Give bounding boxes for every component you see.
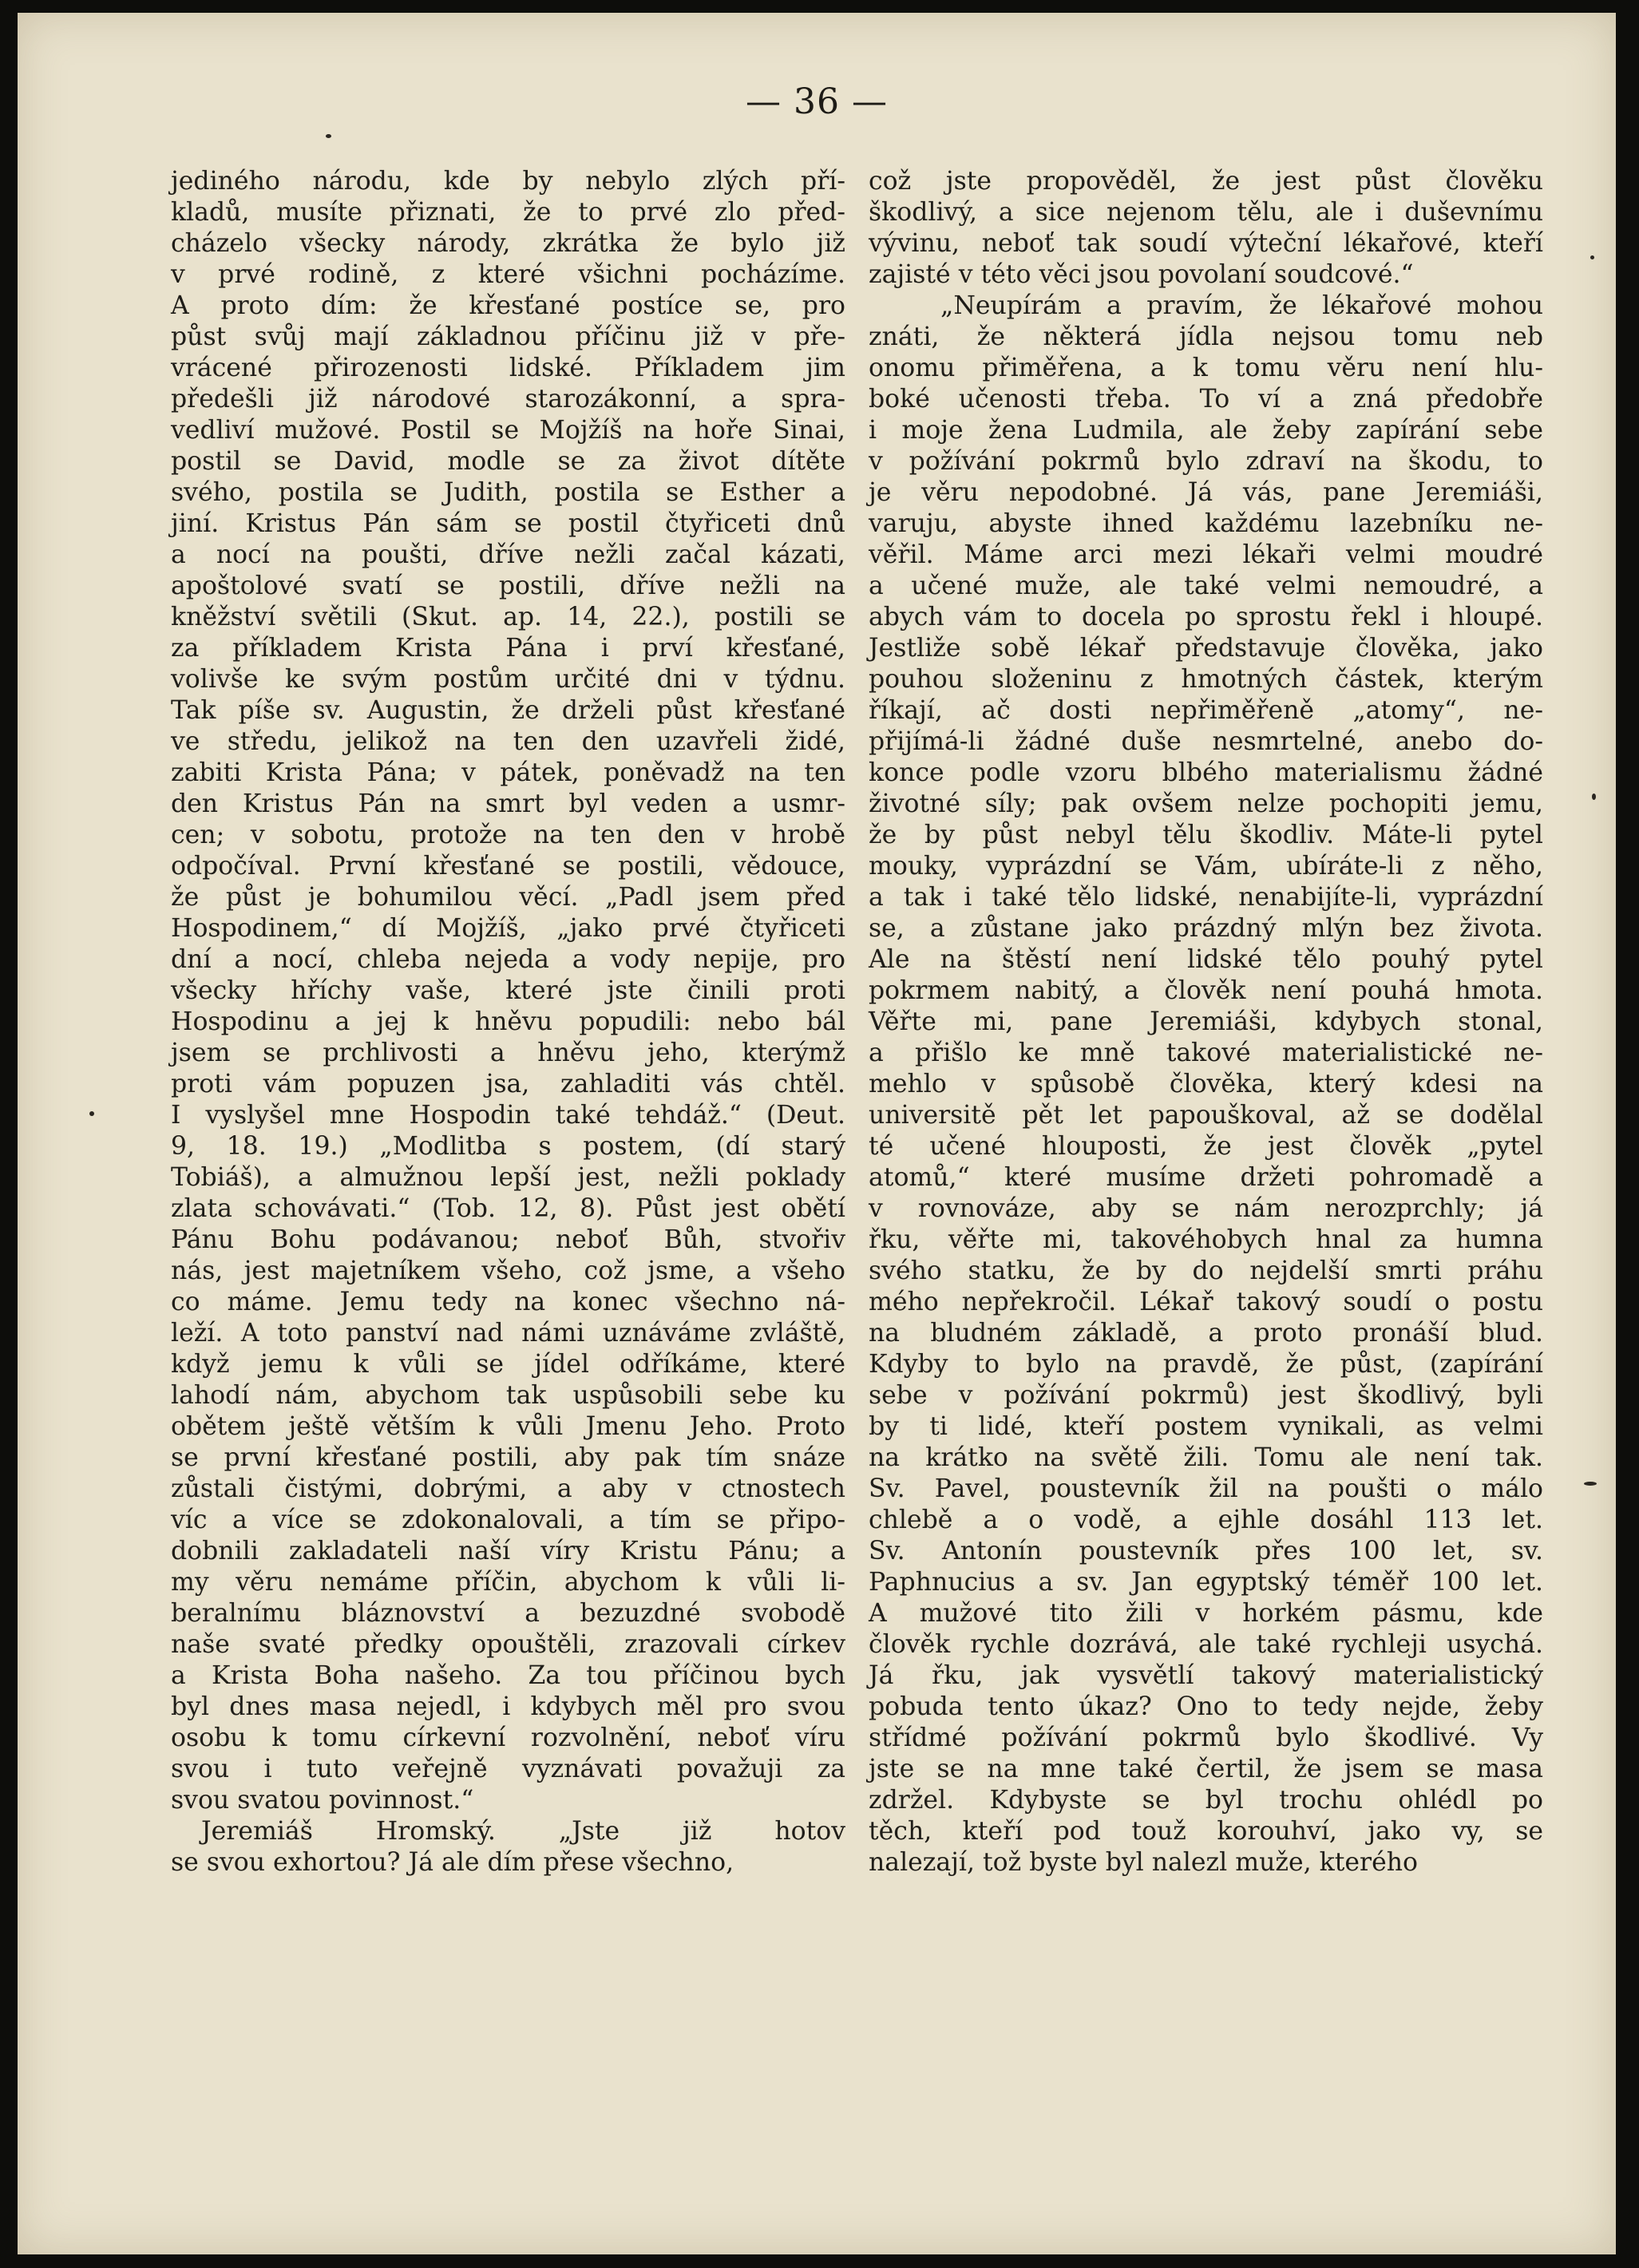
text-line: chlebě a o vodě, a ejhle dosáhl 113 let. — [869, 1506, 1543, 1534]
text-line: dní a nocí, chleba nejeda a vody nepije, pro — [171, 945, 845, 974]
text-line: lahodí nám, abychom tak uspůsobili sebe ku — [171, 1381, 845, 1410]
text-line: svou i tuto veřejně vyznávati považuji za — [171, 1755, 845, 1783]
text-line: konce podle vzoru blbého materialismu žádné — [869, 758, 1543, 787]
text-line: cházelo všecky národy, zkrátka že bylo již — [171, 229, 845, 258]
text-line: se, a zůstane jako prázdný mlýn bez života. — [869, 914, 1543, 943]
text-line: se svou exhortou? Já ale dím přese všechno, — [171, 1848, 734, 1877]
text-line: zdržel. Kdybyste se byl trochu ohlédl po — [869, 1786, 1543, 1815]
text-line: 9, 18. 19.) „Modlitba s postem, (dí starý — [171, 1132, 845, 1161]
text-line: obětem ještě větším k vůli Jmenu Jeho. Proto — [171, 1412, 845, 1441]
text-line: proti vám popuzen jsa, zahladiti vás chtěl. — [171, 1070, 845, 1098]
text-line: přijímá-li žádné duše nesmrtelné, anebo do- — [869, 727, 1543, 756]
text-line: abych vám to docela po sprostu řekl i hloupé. — [869, 603, 1543, 631]
text-line: kněžství světili (Skut. ap. 14, 22.), postili se — [171, 603, 845, 631]
text-line: těch, kteří pod touž korouhví, jako vy, se — [869, 1817, 1543, 1846]
print-speck — [1584, 1482, 1597, 1486]
text-line: je věru nepodobné. Já vás, pane Jeremiáši, — [869, 478, 1543, 507]
text-line: pouhou složeninu z hmotných částek, kterým — [869, 665, 1543, 694]
text-line: půst svůj mají základnou příčinu již v pře- — [171, 323, 845, 351]
text-line: ve středu, jelikož na ten den uzavřeli židé, — [171, 727, 845, 756]
text-line: varuju, abyste ihned každému lazebníku ne- — [869, 509, 1543, 538]
text-line: a nocí na poušti, dříve nežli začal kázati, — [171, 540, 845, 569]
text-line: pokrmem nabitý, a člověk není pouhá hmota. — [869, 976, 1543, 1005]
text-line: Hospodinem,“ dí Mojžíš, „jako prvé čtyřiceti — [171, 914, 845, 943]
text-line: že by půst nebyl tělu škodliv. Máte-li pytel — [869, 821, 1543, 849]
text-line: v prvé rodině, z které všichni pocházíme. — [171, 260, 845, 289]
text-line: když jemu k vůli se jídel odříkáme, které — [171, 1350, 845, 1379]
text-line: řku, věřte mi, takovéhobych hnal za humna — [869, 1225, 1543, 1254]
text-line: za příkladem Krista Pána i prví křesťané, — [171, 634, 845, 663]
text-line: „Neupírám a pravím, že lékařové mohou — [940, 291, 1543, 320]
text-line: nás, jest majetníkem všeho, což jsme, a všeho — [171, 1257, 845, 1285]
text-line: Hospodinu a jej k hněvu popudili: nebo bál — [171, 1007, 845, 1036]
text-line: byl dnes masa nejedl, i kdybych měl pro svou — [171, 1692, 845, 1721]
text-line: svého statku, že by do nejdelší smrti práhu — [869, 1257, 1543, 1285]
text-line: té učené hlouposti, že jest člověk „pytel — [869, 1132, 1543, 1161]
text-line: odpočíval. První křesťané se postili, vědouce, — [171, 852, 845, 881]
text-line: mého nepřekročil. Lékař takový soudí o postu — [869, 1288, 1543, 1316]
text-line: osobu k tomu církevní rozvolnění, neboť víru — [171, 1724, 845, 1752]
text-line: zajisté v této věci jsou povolaní soudcové.“ — [869, 260, 1414, 289]
print-speck — [1592, 794, 1596, 800]
text-line: na krátko na světě žili. Tomu ale není tak. — [869, 1443, 1543, 1472]
text-line: by ti lidé, kteří postem vynikali, as velmi — [869, 1412, 1543, 1441]
text-line: zabiti Krista Pána; v pátek, poněvadž na ten — [171, 758, 845, 787]
text-line: člověk rychle dozrává, ale také rychleji usychá. — [869, 1630, 1543, 1659]
text-line: Já řku, jak vysvětlí takový materialistický — [869, 1661, 1543, 1690]
text-line: střídmé požívání pokrmů bylo škodlivé. Vy — [869, 1724, 1543, 1752]
print-speck — [1590, 255, 1594, 259]
text-line: Paphnucius a sv. Jan egyptský téměř 100 let. — [869, 1568, 1543, 1597]
text-line: a Krista Boha našeho. Za tou příčinou bych — [171, 1661, 845, 1690]
right-text-column — [869, 166, 1543, 1878]
text-line: volivše ke svým postům určité dni v týdnu. — [171, 665, 845, 694]
text-line: leží. A toto panství nad námi uznáváme zvláště, — [171, 1319, 845, 1348]
print-speck — [326, 134, 331, 138]
text-line: Tak píše sv. Augustin, že drželi půst křesťané — [171, 696, 845, 725]
text-line: vedliví mužové. Postil se Mojžíš na hoře Sinai, — [171, 416, 845, 445]
text-line: v rovnováze, aby se nám nerozprchly; já — [869, 1194, 1543, 1223]
text-line: že půst je bohumilou věcí. „Padl jsem před — [171, 883, 845, 912]
text-line: věřil. Máme arci mezi lékaři velmi moudré — [869, 540, 1543, 569]
text-line: my věru nemáme příčin, abychom k vůli li- — [171, 1568, 845, 1597]
text-line: svou svatou povinnost.“ — [171, 1786, 474, 1815]
text-line: jiní. Kristus Pán sám se postil čtyřiceti dnů — [171, 509, 845, 538]
text-line: Ale na štěstí není lidské tělo pouhý pytel — [869, 945, 1543, 974]
text-line: Kdyby to bylo na pravdě, že půst, (zapírání — [869, 1350, 1543, 1379]
text-line: v požívání pokrmů bylo zdraví na škodu, to — [869, 447, 1543, 476]
text-line: universitě pět let papouškoval, až se dodělal — [869, 1101, 1543, 1130]
text-line: Jeremiáš Hromský. „Jste již hotov — [201, 1817, 845, 1846]
text-line: což jste propověděl, že jest půst člověku — [869, 167, 1543, 196]
text-line: jediného národu, kde by nebylo zlých pří- — [171, 167, 845, 196]
text-line: vývinu, neboť tak soudí výteční lékařové, kteří — [869, 229, 1543, 258]
text-line: onomu přiměřena, a k tomu věru není hlu- — [869, 354, 1543, 382]
text-line: škodlivý, a sice nejenom tělu, ale i duševnímu — [869, 198, 1543, 227]
text-line: zůstali čistými, dobrými, a aby v ctnostech — [171, 1474, 845, 1503]
text-line: na bludném základě, a proto pronáší blud. — [869, 1319, 1543, 1348]
text-line: kladů, musíte přiznati, že to prvé zlo před- — [171, 198, 845, 227]
print-speck — [89, 1111, 94, 1116]
book-page — [18, 13, 1616, 2254]
text-line: pobuda tento úkaz? Ono to tedy nejde, žeby — [869, 1692, 1543, 1721]
text-line: Jestliže sobě lékař představuje člověka, jako — [869, 634, 1543, 663]
text-line: a tak i také tělo lidské, nenabijíte-li, vyprázdní — [869, 883, 1543, 912]
left-text-column — [171, 166, 845, 1878]
text-line: a učené muže, ale také velmi nemoudré, a — [869, 572, 1543, 600]
text-line: dobnili zakladateli naší víry Kristu Pánu; a — [171, 1537, 845, 1565]
text-line: se první křesťané postili, aby pak tím snáze — [171, 1443, 845, 1472]
text-line: co máme. Jemu tedy na konec všechno ná- — [171, 1288, 845, 1316]
text-line: jste se na mne také čertil, že jsem se masa — [869, 1755, 1543, 1783]
text-line: beralnímu bláznovství a bezuzdné svobodě — [171, 1599, 845, 1628]
text-line: všecky hříchy vaše, které jste činili proti — [171, 976, 845, 1005]
text-line: naše svaté předky opouštěli, zrazovali církev — [171, 1630, 845, 1659]
text-line: víc a více se zdokonalovali, a tím se připo- — [171, 1506, 845, 1534]
text-line: Věřte mi, pane Jeremiáši, kdybych stonal, — [869, 1007, 1543, 1036]
text-line: atomů,“ které musíme držeti pohromadě a — [869, 1163, 1543, 1192]
text-line: znáti, že některá jídla nejsou tomu neb — [869, 323, 1543, 351]
text-line: zlata schovávati.“ (Tob. 12, 8). Půst jest obětí — [171, 1194, 845, 1223]
text-line: nalezají, tož byste byl nalezl muže, kterého — [869, 1848, 1418, 1877]
text-line: životné síly; pak ovšem nelze pochopiti jemu, — [869, 790, 1543, 818]
text-line: Tobiáš), a almužnou lepší jest, nežli poklady — [171, 1163, 845, 1192]
text-line: a přišlo ke mně takové materialistické ne- — [869, 1039, 1543, 1067]
text-line: sebe v požívání pokrmů) jest škodlivý, byli — [869, 1381, 1543, 1410]
text-line: A proto dím: že křesťané postíce se, pro — [171, 291, 845, 320]
text-line: svého, postila se Judith, postila se Esther a — [171, 478, 845, 507]
text-line: boké učenosti třeba. To ví a zná předobře — [869, 385, 1543, 414]
text-line: apoštolové svatí se postili, dříve nežli na — [171, 572, 845, 600]
text-line: Pánu Bohu podávanou; neboť Bůh, stvořiv — [171, 1225, 845, 1254]
text-line: i moje žena Ludmila, ale žeby zapírání sebe — [869, 416, 1543, 445]
text-line: postil se David, modle se za život dítěte — [171, 447, 845, 476]
text-line: vrácené přirozenosti lidské. Příkladem jim — [171, 354, 845, 382]
text-line: A mužové tito žili v horkém pásmu, kde — [869, 1599, 1543, 1628]
page-number: — 36 — — [746, 81, 888, 122]
text-line: cen; v sobotu, protože na ten den v hrobě — [171, 821, 845, 849]
text-line: mouky, vyprázdní se Vám, ubíráte-li z něho, — [869, 852, 1543, 881]
text-line: den Kristus Pán na smrt byl veden a usmr- — [171, 790, 845, 818]
text-line: jsem se prchlivosti a hněvu jeho, kterýmž — [171, 1039, 845, 1067]
text-line: říkají, ač dosti nepřiměřeně „atomy“, ne- — [869, 696, 1543, 725]
text-line: Sv. Antonín poustevník přes 100 let, sv. — [869, 1537, 1543, 1565]
text-line: Sv. Pavel, poustevník žil na poušti o málo — [869, 1474, 1543, 1503]
text-line: mehlo v spůsobě člověka, který kdesi na — [869, 1070, 1543, 1098]
text-line: předešli již národové starozákonní, a spra- — [171, 385, 845, 414]
text-line: I vyslyšel mne Hospodin také tehdáž.“ (Deut. — [171, 1101, 845, 1130]
